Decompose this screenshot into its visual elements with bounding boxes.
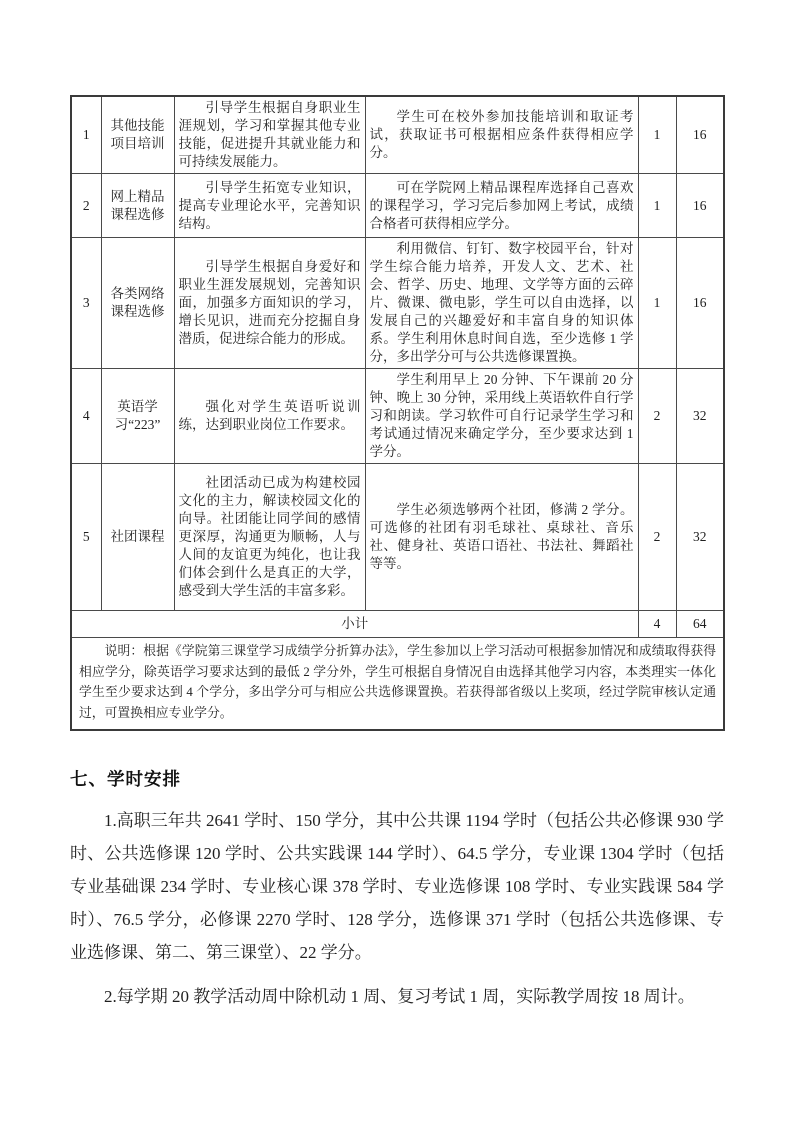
credits-cell: 2 xyxy=(638,369,676,464)
course-method-cell xyxy=(365,96,638,174)
table-row xyxy=(71,238,724,369)
note-text: 说明：根据《学院第三课堂学习成绩学分折算办法》，学生参加以上学习活动可根据参加情况和成绩取得获得相应学分，除英语学习要求达到的最低 2 学分外，学生可根据自身情况自由选择其他学习内容，本类理实一体化学生至少要求达到 4 个学分，多出学分可与相应公共选修课置换。若获得部省级以上奖项，经过学院审核认定通过，可置换相应专业学分。 xyxy=(79,644,716,720)
method-text: 学生必须选够两个社团，修满 2 学分。可选修的社团有羽毛球社、桌球社、音乐社、健身社、英语口语社、书法社、舞蹈社等等。 xyxy=(369,502,634,571)
course-goal-cell xyxy=(174,464,365,611)
table-row xyxy=(71,174,724,238)
goal-text: 引导学生拓宽专业知识，提高专业理论水平，完善知识结构。 xyxy=(178,179,361,231)
goal-text: 引导学生根据自身爱好和职业生涯发展规划，完善知识面，加强多方面知识的学习，增长见识，进而充分挖掘自身潜质，促进综合能力的形成。 xyxy=(178,259,361,346)
subtotal-row xyxy=(71,611,724,638)
goal-text: 强化对学生英语听说训练，达到职业岗位工作要求。 xyxy=(178,399,361,432)
paragraph-hours-summary: 1.高职三年共 2641 学时、150 学分，其中公共课 1194 学时（包括公共必修课 930 学时、公共选修课 120 学时、公共实践课 144 学时）、64.5 学分，专业课 1304 学时（包括专业基础课 234 学时、专业核心课 378 学时、专业选修课 108 学时、专业实践课 584 学时）、76.5 学分，必修课 2270 学时、128 学分，选修课 371 学时（包括公共选修课、专业选修课、第二、第三课堂）、22 学分。 xyxy=(70,811,724,962)
subtotal-credits-cell: 4 xyxy=(638,611,676,638)
subtotal-hours-cell: 64 xyxy=(676,611,724,638)
table-row xyxy=(71,96,724,174)
method-text: 学生利用早上 20 分钟、下午课前 20 分钟、晚上 30 分钟，采用线上英语软件自行学习和朗读。学习软件可自行记录学生学习和考试通过情况来确定学分，至少要求达到 1 学分。 xyxy=(369,372,634,459)
table-row xyxy=(71,464,724,611)
hours-cell: 16 xyxy=(676,96,724,174)
note-row xyxy=(71,638,724,731)
row-number-cell: 1 xyxy=(71,96,101,174)
method-text: 利用微信、钉钉、数字校园平台，针对学生综合能力培养，开发人文、艺术、社会、哲学、历史、地理、文学等方面的云碎片、微课、微电影，学生可以自由选择，以发展自己的兴趣爱好和丰富自身的知识体系。学生利用休息时间自选，至少选修 1 学分，多出学分可与公共选修课置换。 xyxy=(369,241,634,364)
course-method-cell xyxy=(365,369,638,464)
third-classroom-credits-table xyxy=(70,95,725,731)
course-name-cell: 英语学习“223” xyxy=(101,369,174,464)
method-text: 学生可在校外参加技能培训和取证考试，获取证书可根据相应条件获得相应学分。 xyxy=(369,109,634,160)
goal-text: 引导学生根据自身职业生涯规划，学习和掌握其他专业技能，促进提升其就业能力和可持续发展能力。 xyxy=(178,100,361,169)
method-text: 可在学院网上精品课程库选择自己喜欢的课程学习，学习完后参加网上考试，成绩合格者可获得相应学分。 xyxy=(369,179,634,231)
section-heading: 七、学时安排 xyxy=(70,769,181,789)
subtotal-label: 小计 xyxy=(71,611,638,638)
hours-cell: 16 xyxy=(676,174,724,238)
note-cell xyxy=(71,638,724,731)
row-number-cell: 5 xyxy=(71,464,101,611)
course-name-cell: 其他技能项目培训 xyxy=(101,96,174,174)
course-goal-cell xyxy=(174,174,365,238)
course-goal-cell xyxy=(174,238,365,369)
page-content xyxy=(70,95,724,1013)
paragraph-teaching-weeks: 2.每学期 20 教学活动周中除机动 1 周、复习考试 1 周，实际教学周按 18 周计。 xyxy=(104,987,695,1006)
row-number-cell: 4 xyxy=(71,369,101,464)
row-number-cell: 2 xyxy=(71,174,101,238)
course-goal-cell xyxy=(174,369,365,464)
row-number-cell: 3 xyxy=(71,238,101,369)
hours-cell: 32 xyxy=(676,464,724,611)
course-name-cell: 网上精品课程选修 xyxy=(101,174,174,238)
course-name-cell: 社团课程 xyxy=(101,464,174,611)
credits-cell: 1 xyxy=(638,238,676,369)
course-method-cell xyxy=(365,238,638,369)
course-method-cell xyxy=(365,464,638,611)
course-name-cell: 各类网络课程选修 xyxy=(101,238,174,369)
credits-cell: 2 xyxy=(638,464,676,611)
hours-cell: 16 xyxy=(676,238,724,369)
course-goal-cell xyxy=(174,96,365,174)
goal-text: 社团活动已成为构建校园文化的主力，解读校园文化的向导。社团能让同学间的感情更深厚，沟通更为顺畅，人与人间的友谊更为纯化，也让我们体会到什么是真正的大学，感受到大学生活的丰富多彩。 xyxy=(178,475,361,598)
table-row xyxy=(71,369,724,464)
hours-cell: 32 xyxy=(676,369,724,464)
course-method-cell xyxy=(365,174,638,238)
credits-cell: 1 xyxy=(638,174,676,238)
credits-cell: 1 xyxy=(638,96,676,174)
